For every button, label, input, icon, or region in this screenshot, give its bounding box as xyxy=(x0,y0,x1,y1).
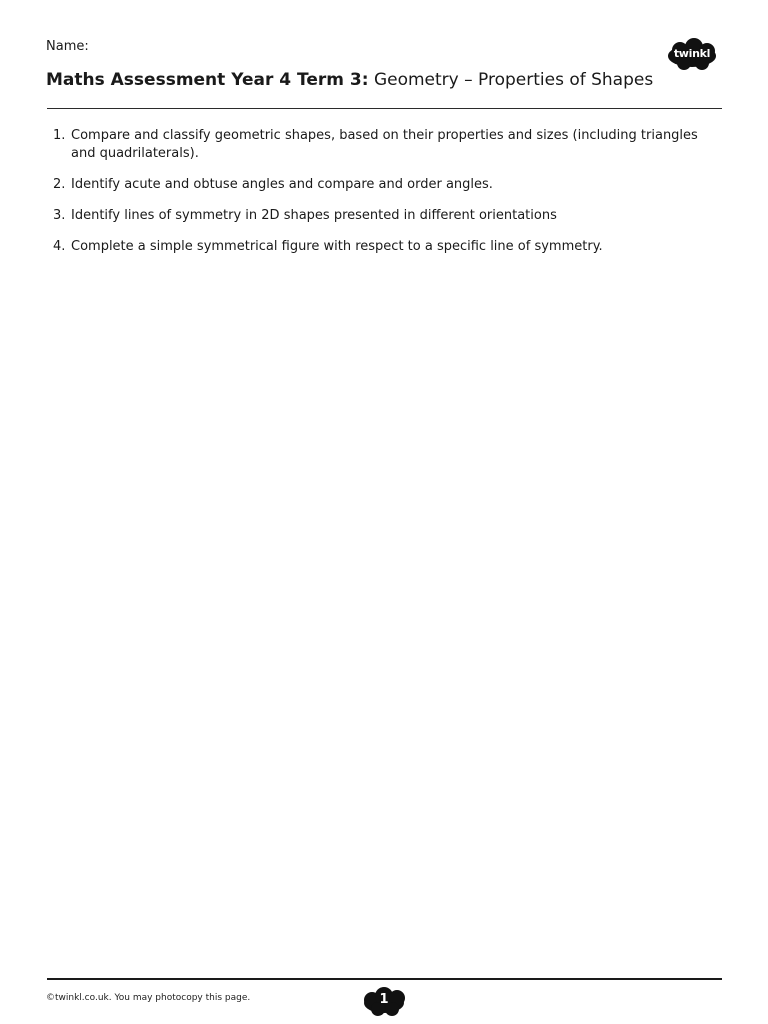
list-item-number: 3. xyxy=(53,208,66,223)
twinkl-logo xyxy=(664,38,720,72)
objectives-list xyxy=(46,127,706,269)
logo-text: twinkl xyxy=(673,47,711,60)
page-title xyxy=(46,70,726,90)
title-subtitle: Geometry – Properties of Shapes xyxy=(373,70,654,90)
list-item xyxy=(46,127,706,163)
list-item xyxy=(46,238,706,256)
page-number: 1 xyxy=(379,992,389,1007)
list-item-text: Compare and classify geometric shapes, based on their properties and sizes (including triangles and quadrilaterals). xyxy=(71,128,698,161)
list-item xyxy=(46,207,706,225)
list-item-number: 4. xyxy=(53,239,66,254)
copyright-notice: ©twinkl.co.uk. You may photocopy this page. xyxy=(46,993,251,1003)
list-item-text: Identify lines of symmetry in 2D shapes presented in different orientations xyxy=(71,208,557,223)
footer-divider xyxy=(47,978,722,980)
list-item-number: 2. xyxy=(53,177,66,192)
list-item-number: 1. xyxy=(53,128,66,143)
header-divider xyxy=(47,108,722,109)
list-item xyxy=(46,176,706,194)
list-item-text: Identify acute and obtuse angles and compare and order angles. xyxy=(71,177,493,192)
page-number-badge xyxy=(358,986,410,1018)
title-main: Maths Assessment Year 4 Term 3: xyxy=(46,70,369,90)
list-item-text: Complete a simple symmetrical figure with respect to a specific line of symmetry. xyxy=(71,239,603,254)
name-label: Name: xyxy=(46,39,89,54)
